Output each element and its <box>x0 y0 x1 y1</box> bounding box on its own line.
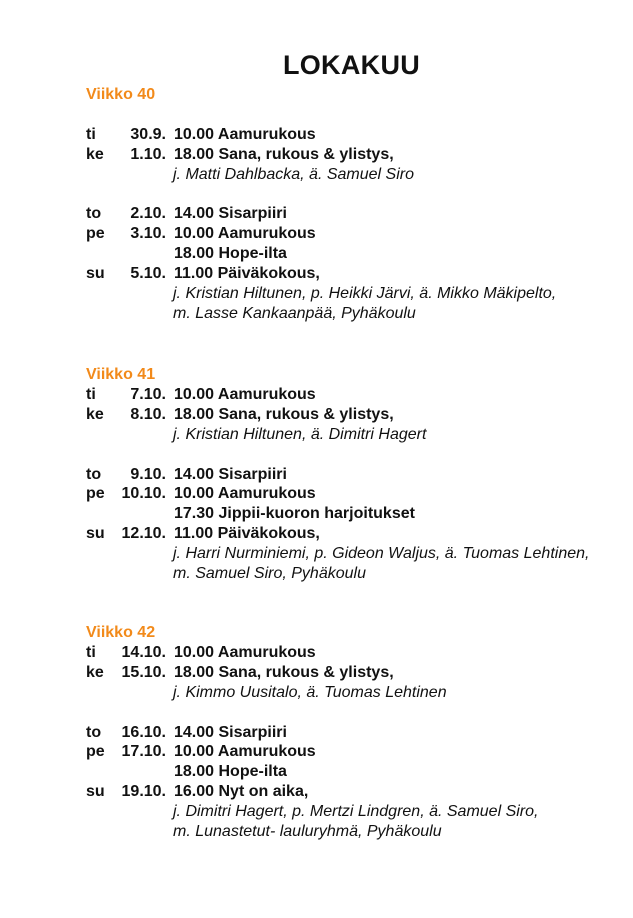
entry-event: 11.00 Päiväkokous, <box>174 525 320 543</box>
entry-event: 14.00 Sisarpiiri <box>174 205 287 223</box>
entry-event: 18.00 Sana, rukous & ylistys, <box>174 145 394 163</box>
schedule-entry <box>0 644 633 664</box>
entry-event: 10.00 Aamurukous <box>174 485 316 503</box>
entry-day: ti <box>86 125 96 143</box>
entry-event: 10.00 Aamurukous <box>174 125 316 143</box>
schedule-entry <box>0 205 633 225</box>
week-heading: Viikko 42 <box>86 624 156 641</box>
entry-date: 3.10. <box>130 225 166 243</box>
schedule-entry <box>0 386 633 406</box>
entry-note: j. Kristian Hiltunen, ä. Dimitri Hagert <box>173 425 427 443</box>
entry-event: 10.00 Aamurukous <box>174 225 316 243</box>
schedule-entry <box>0 146 633 166</box>
page-title: LOKAKUU <box>282 50 421 80</box>
entry-day: to <box>86 205 102 223</box>
entry-date: 30.9. <box>130 125 166 143</box>
schedule-entry <box>0 743 633 763</box>
schedule-entry <box>0 225 633 245</box>
entry-day: su <box>86 525 105 543</box>
entry-note: j. Dimitri Hagert, p. Mertzi Lindgren, ä. Samuel Siro, <box>173 803 539 821</box>
entry-day: to <box>86 465 102 483</box>
entry-event: 17.30 Jippii-kuoron harjoitukset <box>174 505 415 523</box>
entry-date: 2.10. <box>130 205 166 223</box>
entry-event: 18.00 Sana, rukous & ylistys, <box>174 663 394 681</box>
entry-day: ke <box>86 663 104 681</box>
entry-date: 10.10. <box>121 485 166 503</box>
entry-event: 16.00 Nyt on aika, <box>174 783 309 801</box>
entry-event: 10.00 Aamurukous <box>174 743 316 761</box>
entry-date: 7.10. <box>130 385 166 403</box>
entry-date: 16.10. <box>121 723 166 741</box>
entry-note: j. Kristian Hiltunen, p. Heikki Järvi, ä. Mikko Mäkipelto, <box>173 285 557 302</box>
entry-day: ti <box>86 643 96 661</box>
entry-day: pe <box>86 743 105 761</box>
schedule-entry <box>0 664 633 684</box>
schedule-entry <box>0 724 633 744</box>
schedule-entry <box>0 485 633 505</box>
schedule-entry <box>0 265 633 285</box>
schedule-entry <box>0 466 633 486</box>
entry-event: 11.00 Päiväkokous, <box>174 265 320 283</box>
entry-day: ke <box>86 405 104 423</box>
entry-event: 18.00 Hope-ilta <box>174 763 287 781</box>
entry-note: j. Kimmo Uusitalo, ä. Tuomas Lehtinen <box>173 683 447 701</box>
entry-day: su <box>86 265 105 283</box>
schedule-entry <box>0 525 633 545</box>
entry-note: m. Lasse Kankaanpää, Pyhäkoulu <box>173 304 416 322</box>
entry-day: ti <box>86 385 96 403</box>
entry-day: pe <box>86 485 105 503</box>
entry-note: j. Matti Dahlbacka, ä. Samuel Siro <box>173 165 414 183</box>
entry-event: 14.00 Sisarpiiri <box>174 723 287 741</box>
entry-event: 18.00 Sana, rukous & ylistys, <box>174 405 394 423</box>
entry-date: 15.10. <box>121 663 166 681</box>
entry-event: 10.00 Aamurukous <box>174 643 316 661</box>
entry-date: 9.10. <box>130 465 166 483</box>
entry-event: 18.00 Hope-ilta <box>174 245 287 263</box>
entry-date: 19.10. <box>121 783 166 801</box>
entry-note: m. Lunastetut- lauluryhmä, Pyhäkoulu <box>173 823 442 840</box>
schedule-entry <box>0 406 633 426</box>
week-heading: Viikko 40 <box>86 86 156 103</box>
entry-event: 14.00 Sisarpiiri <box>174 465 287 483</box>
entry-date: 1.10. <box>130 145 166 163</box>
entry-day: to <box>86 723 102 741</box>
entry-date: 5.10. <box>130 265 166 283</box>
entry-date: 12.10. <box>121 525 166 543</box>
entry-event: 10.00 Aamurukous <box>174 385 316 403</box>
entry-date: 8.10. <box>130 405 166 423</box>
entry-note: m. Samuel Siro, Pyhäkoulu <box>173 565 366 582</box>
schedule-entry <box>0 126 633 146</box>
week-heading: Viikko 41 <box>86 366 156 383</box>
entry-note: j. Harri Nurminiemi, p. Gideon Waljus, ä. Tuomas Lehtinen, <box>173 545 590 563</box>
schedule-entry <box>0 783 633 803</box>
entry-date: 14.10. <box>121 643 166 661</box>
entry-date: 17.10. <box>121 743 166 761</box>
entry-day: su <box>86 783 105 801</box>
entry-day: ke <box>86 145 104 163</box>
entry-day: pe <box>86 225 105 243</box>
